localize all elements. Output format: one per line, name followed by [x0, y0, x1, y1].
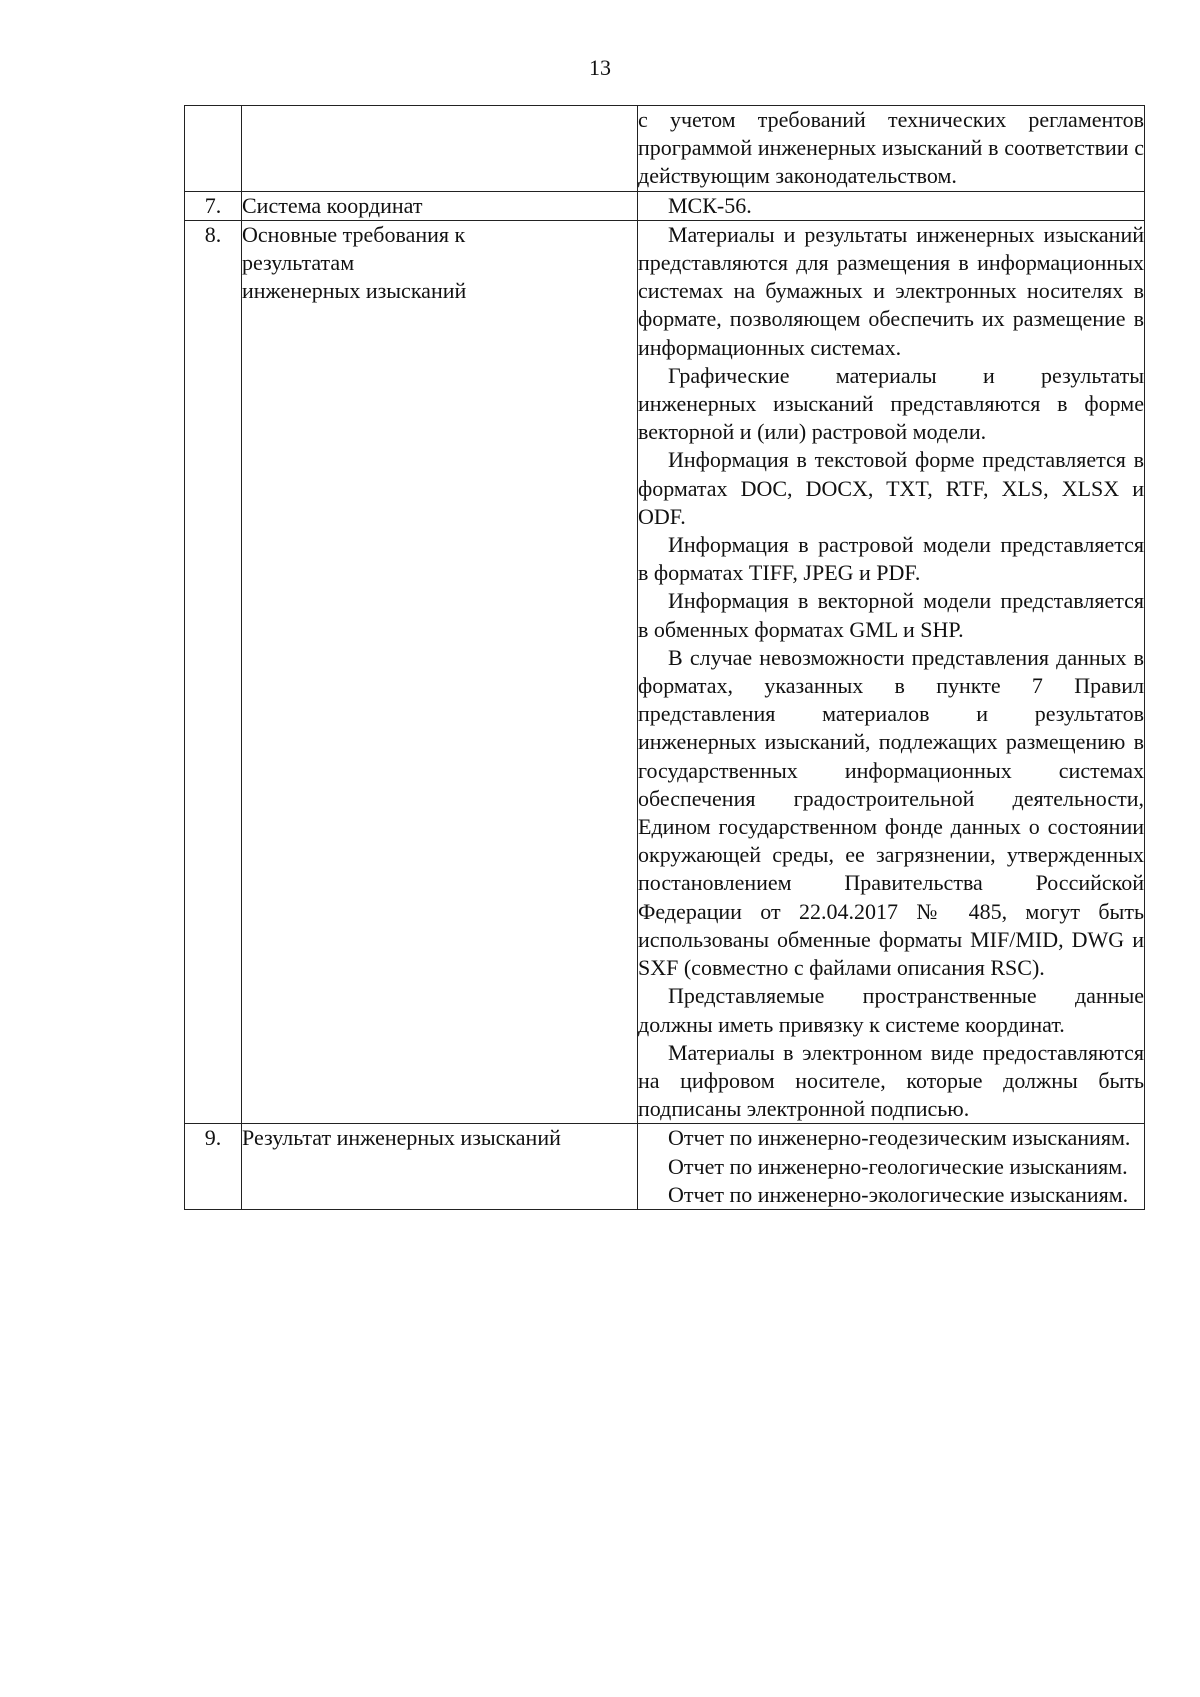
page-number: 13 — [589, 55, 611, 80]
value-paragraph: Графические материалы и результаты инженерных изысканий представляются в форме векторной и (или) растровой модели. — [638, 362, 1144, 445]
row-name — [242, 106, 638, 192]
row-name — [242, 220, 638, 1124]
row-value — [638, 191, 1145, 220]
requirements-table — [184, 105, 1145, 1210]
value-paragraph: Материалы и результаты инженерных изысканий представляются для размещения в информационных системах на бумажных и электронных носителях в формате, позволяющем обеспечить их размещение в информационных системах. — [638, 221, 1144, 360]
value-paragraph: Информация в растровой модели представляется в форматах TIFF, JPEG и PDF. — [638, 532, 1144, 586]
row-number: 9. — [185, 1124, 242, 1210]
table-row — [185, 220, 1145, 1124]
value-paragraph: Информация в векторной модели представляется в обменных форматах GML и SHP. — [638, 588, 1144, 642]
table-row — [185, 1124, 1145, 1210]
row-number: 8. — [185, 220, 242, 1124]
value-paragraph: Отчет по инженерно-геологические изысканиям. — [668, 1153, 1128, 1179]
row-name — [242, 191, 638, 220]
row-name-line: результатам — [242, 250, 355, 276]
value-paragraph: В случае невозможности представления данных в форматах, указанных в пункте 7 Правил представления материалов и результатов инженерных изысканий, подлежащих размещению в государственных информационных системах обеспечения градостроительной деятельности, Едином государственном фонде данных о состоянии окружающей среды, ее загрязнении, утвержденных постановлением Правительства Российской Федерации от 22.04.2017 № 485, могут быть использованы обменные форматы MIF/MID, DWG и SXF (совместно с файлами описания RSC). — [638, 644, 1144, 981]
row-value — [638, 220, 1145, 1124]
row-name-line: Основные требования к — [242, 221, 466, 247]
row-value — [638, 106, 1145, 192]
table-row — [185, 106, 1145, 192]
row-value — [638, 1124, 1145, 1210]
row-number: 7. — [185, 191, 242, 220]
row-name-line: Результат инженерных изысканий — [242, 1125, 561, 1151]
value-paragraph: Отчет по инженерно-экологические изысканиям. — [668, 1181, 1129, 1207]
row-name-line: инженерных изысканий — [242, 278, 467, 304]
row-number — [185, 106, 242, 192]
value-paragraph: Представляемые пространственные данные должны иметь привязку к системе координат. — [638, 983, 1144, 1037]
row-name-line: Система координат — [242, 192, 423, 218]
table-row — [185, 191, 1145, 220]
value-paragraph: МСК-56. — [668, 192, 752, 218]
value-paragraph: Отчет по инженерно-геодезическим изысканиям. — [668, 1125, 1131, 1151]
row-name — [242, 1124, 638, 1210]
value-paragraph: с учетом требований технических регламентов программой инженерных изысканий в соответствии с действующим законодательством. — [638, 107, 1144, 189]
value-paragraph: Материалы в электронном виде предоставляются на цифровом носителе, которые должны быть подписаны электронной подписью. — [638, 1039, 1144, 1122]
value-paragraph: Информация в текстовой форме представляется в форматах DOC, DOCX, TXT, RTF, XLS, XLSX и ODF. — [638, 447, 1144, 529]
